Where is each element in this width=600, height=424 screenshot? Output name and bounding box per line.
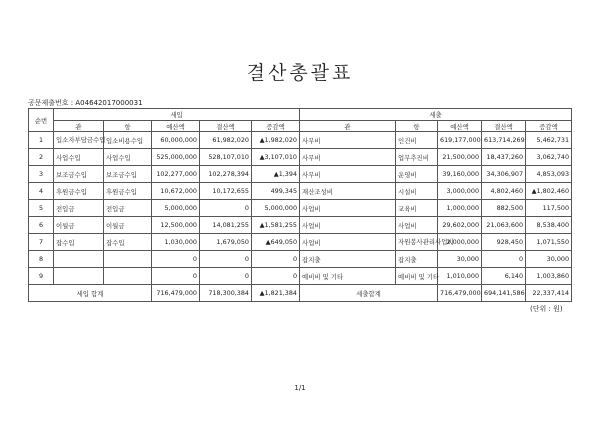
- table-row: [29, 149, 572, 166]
- header-rev-gwan: 관: [54, 121, 104, 132]
- revenue-diff: ▲1,581,255: [252, 217, 300, 234]
- revenue-gwan: [54, 251, 104, 268]
- expense-total-diff: 22,337,414: [526, 285, 572, 302]
- revenue-budget: 1,030,000: [152, 234, 200, 251]
- expense-diff: 1,003,860: [526, 268, 572, 285]
- revenue-hang: [104, 251, 152, 268]
- expense-budget: 3,000,000: [438, 183, 482, 200]
- row-number: 1: [29, 132, 54, 149]
- revenue-gwan: 이월금: [54, 217, 104, 234]
- header-exp-gwan: 관: [300, 121, 396, 132]
- revenue-hang: 이월금: [104, 217, 152, 234]
- header-exp-hang: 항: [396, 121, 438, 132]
- revenue-diff: 0: [252, 251, 300, 268]
- expense-gwan: 잡지출: [300, 251, 396, 268]
- expense-settled: 613,714,269: [482, 132, 526, 149]
- expense-gwan: 예비비 및 기타: [300, 268, 396, 285]
- revenue-settled: 0: [200, 251, 252, 268]
- unit-label: (단위 : 원): [530, 305, 563, 313]
- table-row: [29, 166, 572, 183]
- revenue-diff: ▲3,107,010: [252, 149, 300, 166]
- revenue-diff: ▲1,394: [252, 166, 300, 183]
- header-rev-diff: 증감액: [252, 121, 300, 132]
- revenue-hang: 전입금: [104, 200, 152, 217]
- expense-total-label: 세출합계: [300, 285, 438, 302]
- expense-settled: 0: [482, 251, 526, 268]
- row-number: 3: [29, 166, 54, 183]
- revenue-total-budget: 716,479,000: [152, 285, 200, 302]
- expense-diff: 1,071,550: [526, 234, 572, 251]
- expense-budget: 619,177,000: [438, 132, 482, 149]
- revenue-settled: 102,278,394: [200, 166, 252, 183]
- expense-settled: 18,437,260: [482, 149, 526, 166]
- expense-budget: 39,160,000: [438, 166, 482, 183]
- expense-hang: 시설비: [396, 183, 438, 200]
- expense-hang: 인건비: [396, 132, 438, 149]
- settlement-summary-table: [28, 108, 572, 302]
- expense-diff: 4,853,093: [526, 166, 572, 183]
- revenue-gwan: 입소자부담금수입: [54, 132, 104, 149]
- row-number: 5: [29, 200, 54, 217]
- revenue-budget: 0: [152, 251, 200, 268]
- revenue-settled: 14,081,255: [200, 217, 252, 234]
- header-expense: 세출: [300, 109, 572, 121]
- header-rev-settled: 결산액: [200, 121, 252, 132]
- expense-hang: 예비비 및 기타: [396, 268, 438, 285]
- revenue-gwan: 잡수입: [54, 234, 104, 251]
- revenue-diff: 499,345: [252, 183, 300, 200]
- row-number: 2: [29, 149, 54, 166]
- expense-budget: 2,000,000: [438, 234, 482, 251]
- revenue-settled: 0: [200, 200, 252, 217]
- expense-total-settled: 694,141,586: [482, 285, 526, 302]
- revenue-settled: 0: [200, 268, 252, 285]
- revenue-budget: 5,000,000: [152, 200, 200, 217]
- expense-hang: 운영비: [396, 166, 438, 183]
- expense-settled: 21,063,600: [482, 217, 526, 234]
- revenue-hang: 사업수입: [104, 149, 152, 166]
- page-number: 1/1: [294, 384, 306, 392]
- expense-settled: 882,500: [482, 200, 526, 217]
- revenue-diff: 0: [252, 268, 300, 285]
- revenue-hang: 잡수입: [104, 234, 152, 251]
- expense-hang: 사업비: [396, 217, 438, 234]
- row-number: 6: [29, 217, 54, 234]
- revenue-total-label: 세입 합계: [29, 285, 152, 302]
- revenue-budget: 12,500,000: [152, 217, 200, 234]
- expense-settled: 4,802,460: [482, 183, 526, 200]
- expense-gwan: 사무비: [300, 166, 396, 183]
- table-row: [29, 200, 572, 217]
- revenue-hang: 입소비용수입: [104, 132, 152, 149]
- table-row: [29, 251, 572, 268]
- expense-diff: 30,000: [526, 251, 572, 268]
- revenue-settled: 1,679,050: [200, 234, 252, 251]
- header-rev-hang: 항: [104, 121, 152, 132]
- revenue-settled: 528,107,010: [200, 149, 252, 166]
- expense-budget: 29,602,000: [438, 217, 482, 234]
- table-row: [29, 183, 572, 200]
- table-row: [29, 132, 572, 149]
- revenue-settled: 10,172,655: [200, 183, 252, 200]
- header-exp-budget: 예산액: [438, 121, 482, 132]
- expense-budget: 30,000: [438, 251, 482, 268]
- document-number: 공문제출번호 : A04642017000031: [28, 99, 143, 107]
- table-row: [29, 234, 572, 251]
- header-exp-settled: 결산액: [482, 121, 526, 132]
- expense-diff: ▲1,802,460: [526, 183, 572, 200]
- row-number: 7: [29, 234, 54, 251]
- expense-diff: 8,538,400: [526, 217, 572, 234]
- expense-total-budget: 716,479,000: [438, 285, 482, 302]
- totals-row: [29, 285, 572, 302]
- revenue-settled: 61,982,020: [200, 132, 252, 149]
- header-exp-diff: 증감액: [526, 121, 572, 132]
- expense-gwan: 사업비: [300, 217, 396, 234]
- revenue-gwan: 보조금수입: [54, 166, 104, 183]
- header-seq: 순번: [29, 109, 54, 132]
- row-number: 9: [29, 268, 54, 285]
- revenue-diff: ▲1,982,020: [252, 132, 300, 149]
- expense-settled: 6,140: [482, 268, 526, 285]
- expense-settled: 928,450: [482, 234, 526, 251]
- expense-diff: 117,500: [526, 200, 572, 217]
- revenue-budget: 102,277,000: [152, 166, 200, 183]
- revenue-total-settled: 718,300,384: [200, 285, 252, 302]
- revenue-diff: ▲649,050: [252, 234, 300, 251]
- header-revenue: 세입: [54, 109, 300, 121]
- expense-gwan: 사업비: [300, 200, 396, 217]
- header-rev-budget: 예산액: [152, 121, 200, 132]
- expense-gwan: 사무비: [300, 149, 396, 166]
- table-row: [29, 217, 572, 234]
- expense-hang: 업무추진비: [396, 149, 438, 166]
- expense-gwan: 사업비: [300, 234, 396, 251]
- expense-budget: 21,500,000: [438, 149, 482, 166]
- expense-hang: 교육비: [396, 200, 438, 217]
- revenue-budget: 525,000,000: [152, 149, 200, 166]
- expense-diff: 3,062,740: [526, 149, 572, 166]
- expense-hang: 잡지출: [396, 251, 438, 268]
- revenue-gwan: [54, 268, 104, 285]
- expense-budget: 1,010,000: [438, 268, 482, 285]
- revenue-budget: 60,000,000: [152, 132, 200, 149]
- revenue-budget: 10,672,000: [152, 183, 200, 200]
- expense-diff: 5,462,731: [526, 132, 572, 149]
- revenue-gwan: 사업수입: [54, 149, 104, 166]
- row-number: 4: [29, 183, 54, 200]
- revenue-diff: 5,000,000: [252, 200, 300, 217]
- expense-budget: 1,000,000: [438, 200, 482, 217]
- revenue-hang: [104, 268, 152, 285]
- page-title: 결산총괄표: [246, 62, 354, 84]
- revenue-total-diff: ▲1,821,384: [252, 285, 300, 302]
- revenue-budget: 0: [152, 268, 200, 285]
- revenue-gwan: 후원금수입: [54, 183, 104, 200]
- revenue-hang: 보조금수입: [104, 166, 152, 183]
- row-number: 8: [29, 251, 54, 268]
- expense-settled: 34,306,907: [482, 166, 526, 183]
- expense-gwan: 사무비: [300, 132, 396, 149]
- table-row: [29, 268, 572, 285]
- revenue-hang: 후원금수입: [104, 183, 152, 200]
- expense-hang: 자원봉사관리사업비: [396, 234, 438, 251]
- expense-gwan: 재산조성비: [300, 183, 396, 200]
- revenue-gwan: 전입금: [54, 200, 104, 217]
